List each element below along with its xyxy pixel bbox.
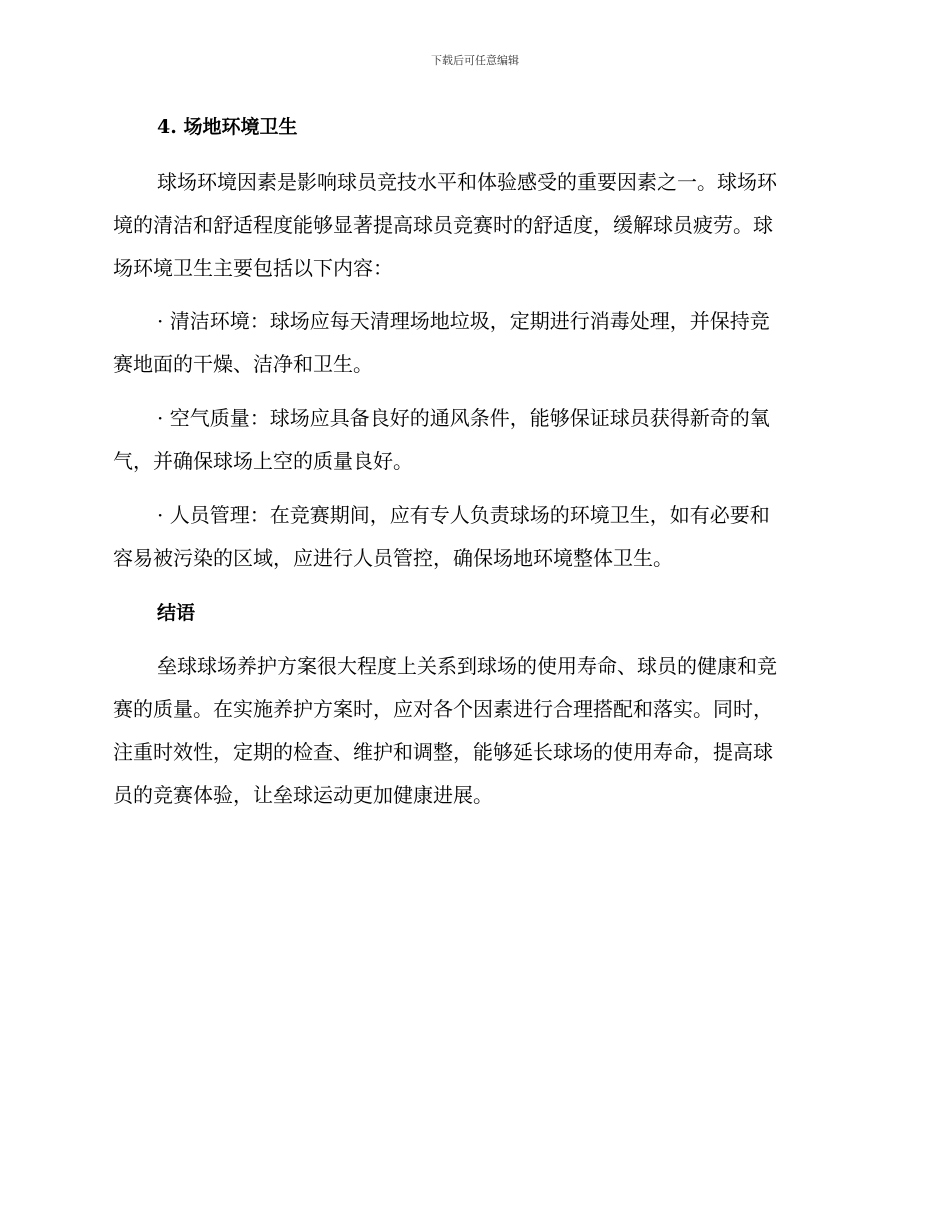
bullet-item-personnel-management: [113, 494, 837, 580]
paragraph-line: 境的清洁和舒适程度能够显著提高球员竞赛时的舒适度，缓解球员疲劳。球: [113, 213, 773, 237]
paragraph-line: 员的竞赛体验，让垒球运动更加健康进展。: [113, 783, 493, 807]
paragraph-line: 赛的质量。在实施养护方案时，应对各个因素进行合理搭配和落实。同时，: [113, 697, 773, 721]
bullet-item-clean-environment: [113, 300, 837, 386]
bullet-line: · 人员管理：在竞赛期间，应有专人负责球场的环境卫生，如有必要和: [157, 503, 770, 527]
conclusion-paragraph: [113, 645, 837, 817]
bullet-line: 容易被污染的区域，应进行人员管控，确保场地环境整体卫生。: [113, 546, 673, 570]
paragraph-line: 垒球球场养护方案很大程度上关系到球场的使用寿命、球员的健康和竞: [157, 654, 777, 678]
section-heading: 4. 场地环境卫生: [157, 116, 298, 138]
paragraph-line: 球场环境因素是影响球员竞技水平和体验感受的重要因素之一。球场环: [157, 170, 777, 194]
bullet-line: 气，并确保球场上空的质量良好。: [113, 449, 413, 473]
page-header: 下载后可任意编辑: [431, 54, 519, 67]
section-intro-paragraph: [113, 161, 837, 290]
bullet-item-air-quality: [113, 397, 837, 483]
bullet-line: · 清洁环境：球场应每天清理场地垃圾，定期进行消毒处理，并保持竞: [157, 309, 770, 333]
paragraph-line: 注重时效性，定期的检查、维护和调整，能够延长球场的使用寿命，提高球: [113, 740, 773, 764]
conclusion-heading: 结语: [157, 602, 196, 624]
bullet-line: · 空气质量：球场应具备良好的通风条件，能够保证球员获得新奇的氧: [157, 406, 770, 430]
bullet-line: 赛地面的干燥、洁净和卫生。: [113, 352, 373, 376]
paragraph-line: 场环境卫生主要包括以下内容：: [113, 256, 393, 280]
